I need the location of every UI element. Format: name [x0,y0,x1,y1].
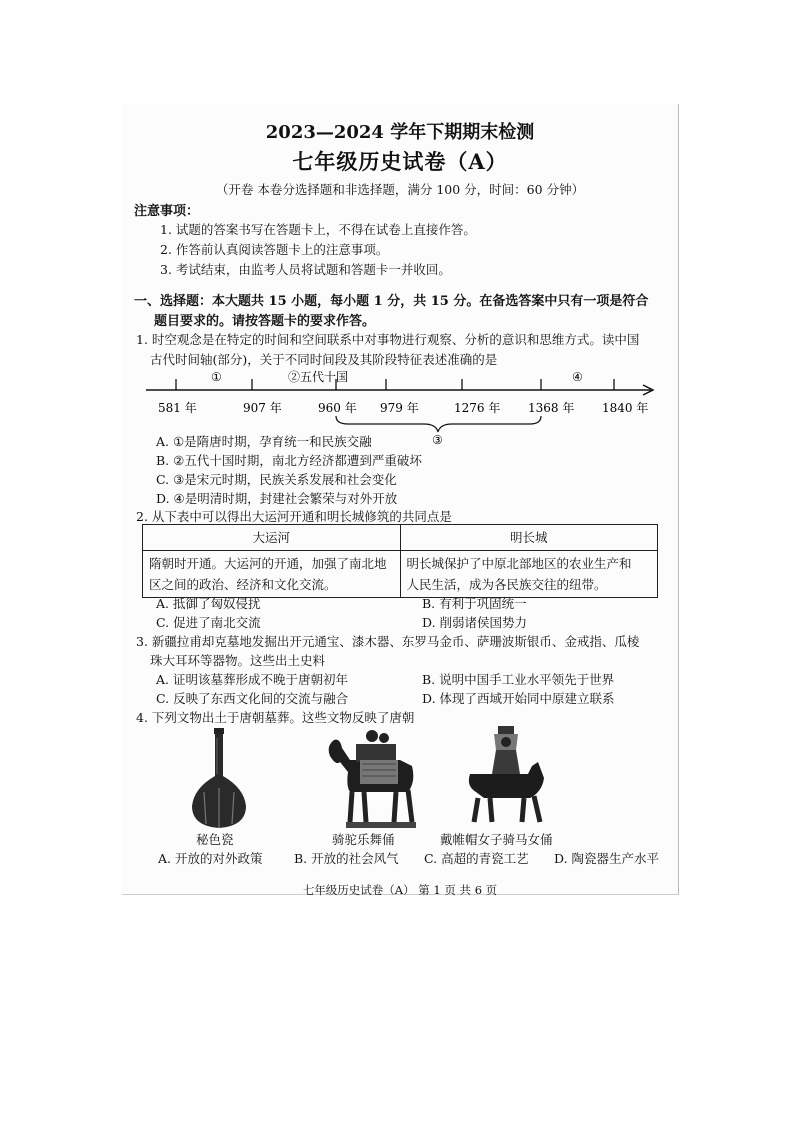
section-heading: 一、选择题：本大题共 15 小题，每小题 1 分，共 15 分。在备选答案中只有一项是符合 [134,294,649,309]
cell-line: 区之间的政治、经济和文化交流。 [149,577,337,592]
label-2: ②五代十国 [288,370,349,384]
cell-line: 明长城保护了中原北部地区的农业生产和 [406,556,632,571]
q1-option-a: A. ①是隋唐时期，孕育统一和民族交融 [156,434,372,449]
exam-info: （开卷 本卷分选择题和非选择题，满分 100 分，时间：60 分钟） [215,182,585,197]
q1-option-d: D. ④是明清时期，封建社会繁荣与对外开放 [156,491,398,506]
brace-3 [336,416,541,432]
exam-page [122,104,679,895]
table-header-wall: 明长城 [400,525,658,551]
exam-title: 2023—2024 学年下期期末检测 [265,122,535,143]
note-item: 3. 考试结束，由监考人员将试题和答题卡一并收回。 [160,262,451,277]
page-footer: 七年级历史试卷（A） 第 1 页 共 6 页 [302,883,498,897]
cell-line: 隋朝时开通。大运河的开通，加强了南北地 [149,556,387,571]
q4-option-a: A. 开放的对外政策 [158,851,263,866]
year-960: 960 年 [318,401,357,415]
q3-option-d: D. 体现了西域开始同中原建立联系 [422,691,615,706]
question-2-stem: 2. 从下表中可以得出大运河开通和明长城修筑的共同点是 [136,509,452,524]
camel-musicians-image [320,726,430,832]
label-4: ④ [572,370,583,384]
table-cell-wall [400,551,658,598]
question-1-stem-cont: 古代时间轴(部分)，关于不同时间段及其阶段特征表述准确的是 [150,352,498,367]
year-1276: 1276 年 [454,401,501,415]
q4-option-d: D. 陶瓷器生产水平 [554,851,660,866]
female-rider-image [458,722,558,832]
q1-option-c: C. ③是宋元时期，民族关系发展和社会变化 [156,472,397,487]
q2-option-d: D. 削弱诸侯国势力 [422,615,528,630]
note-item: 2. 作答前认真阅读答题卡上的注意事项。 [160,242,389,257]
cell-line: 人民生活，成为各民族交往的纽带。 [406,577,607,592]
q2-option-b: B. 有利于巩固统一 [422,596,527,611]
label-3: ③ [432,433,443,446]
celadon-vase-image [184,726,254,832]
exam-subtitle: 七年级历史试卷（A） [292,149,508,174]
q2-option-c: C. 促进了南北交流 [156,615,261,630]
q3-option-c: C. 反映了东西文化间的交流与融合 [156,691,349,706]
notes-heading: 注意事项： [134,204,200,219]
artifact-caption-vase: 秘色瓷 [196,832,234,847]
q1-option-b: B. ②五代十国时期，南北方经济都遭到严重破坏 [156,453,422,468]
year-1840: 1840 年 [602,401,649,415]
q2-option-a: A. 抵御了匈奴侵扰 [156,596,261,611]
question-3-stem-cont: 珠大耳环等器物。这些出土史料 [150,653,326,668]
question-1-stem: 1. 时空观念是在特定的时间和空间联系中对事物进行观察、分析的意识和思维方式。读中国 [136,332,640,347]
q4-option-b: B. 开放的社会风气 [294,851,399,866]
question-4-stem: 4. 下列文物出土于唐朝墓葬。这些文物反映了唐朝 [136,710,415,725]
table-header-canal: 大运河 [143,525,401,551]
year-1368: 1368 年 [528,401,575,415]
q3-option-b: B. 说明中国手工业水平领先于世界 [422,672,615,687]
year-581: 581 年 [158,401,197,415]
question-3-stem: 3. 新疆拉甫却克墓地发掘出开元通宝、漆木器、东罗马金币、萨珊波斯银币、金戒指、瓜棱 [136,634,640,649]
q3-option-a: A. 证明该墓葬形成不晚于唐朝初年 [156,672,348,687]
note-item: 1. 试题的答案书写在答题卡上，不得在试卷上直接作答。 [160,222,476,237]
comparison-table [142,524,658,598]
label-1: ① [211,370,222,384]
year-907: 907 年 [243,401,282,415]
artifact-caption-camel: 骑驼乐舞俑 [332,832,395,847]
section-heading-cont: 题目要求的。请按答题卡的要求作答。 [154,314,376,329]
year-979: 979 年 [380,401,419,415]
q4-option-c: C. 高超的青瓷工艺 [424,851,529,866]
table-cell-canal [143,551,401,598]
artifact-caption-rider: 戴帷帽女子骑马女俑 [440,832,553,847]
